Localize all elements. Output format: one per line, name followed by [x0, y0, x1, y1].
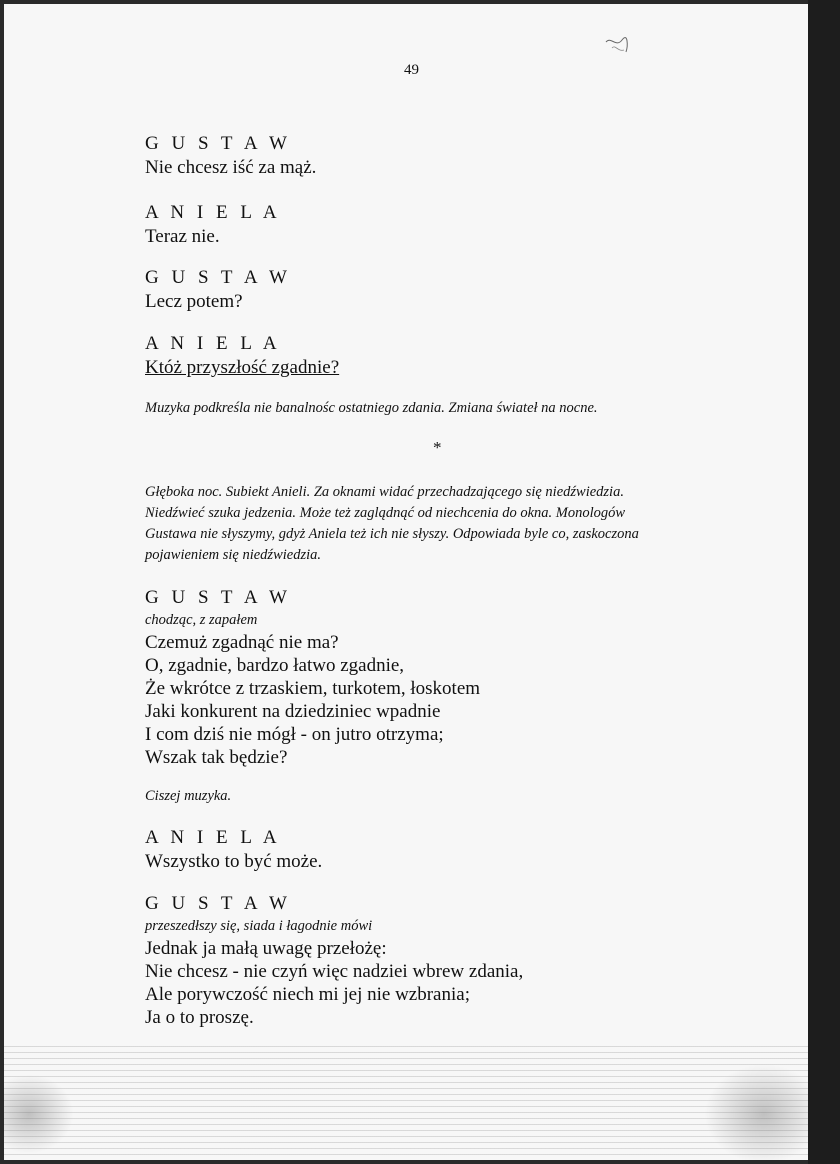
- stage-direction: [145, 482, 765, 566]
- page-number: 49: [404, 62, 419, 78]
- speaker-name: G U S T A W: [145, 587, 291, 608]
- verse-line: O, zgadnie, bardzo łatwo zgadnie,: [145, 655, 405, 676]
- stage-line: Głęboka noc. Subiekt Anieli. Za oknami widać przechadzającego się niedźwiedzia.: [145, 484, 624, 500]
- verse-line: Nie chcesz - nie czyń więc nadziei wbrew zdania,: [145, 961, 524, 982]
- dialogue-entry: [145, 132, 765, 179]
- speaker-name: G U S T A W: [145, 267, 291, 288]
- scan-border: [808, 0, 840, 1164]
- speaker-name: G U S T A W: [145, 133, 291, 154]
- speaker-direction: chodząc, z zapałem: [145, 612, 258, 628]
- stage-line: Gustawa nie słyszymy, gdyż Aniela też ich nie słyszy. Odpowiada byle co, zaskoczona: [145, 526, 639, 542]
- verse-line: Że wkrótce z trzaskiem, turkotem, łoskotem: [145, 678, 481, 699]
- dialogue-entry: [145, 266, 765, 313]
- verse-line: Ale porywczość niech mi jej nie wzbrania;: [145, 984, 470, 1005]
- spoken-line: Lecz potem?: [145, 291, 243, 312]
- document-page: [4, 4, 808, 1160]
- dialogue-entry: [145, 892, 765, 1029]
- speaker-name: A N I E L A: [145, 202, 281, 223]
- verse-line: Jednak ja małą uwagę przełożę:: [145, 938, 387, 959]
- scene-separator: *: [433, 438, 442, 457]
- spoken-line: Wszystko to być może.: [145, 851, 323, 872]
- stage-line: Niedźwieć szuka jedzenia. Może też zaglądnąć od niechcenia do okna. Monologów: [145, 505, 626, 521]
- verse-line: Jaki konkurent na dziedziniec wpadnie: [145, 701, 441, 722]
- spoken-line: Teraz nie.: [145, 226, 220, 247]
- dialogue-entry: [145, 332, 765, 379]
- stage-direction: Ciszej muzyka.: [145, 788, 232, 804]
- speaker-name: G U S T A W: [145, 893, 291, 914]
- verse-line: Ja o to proszę.: [145, 1007, 254, 1028]
- dialogue-entry: [145, 586, 765, 769]
- verse-line: Wszak tak będzie?: [145, 747, 288, 768]
- stage-direction: Muzyka podkreśla nie banalnośc ostatniego zdania. Zmiana świateł na nocne.: [145, 400, 598, 416]
- speaker-name: A N I E L A: [145, 333, 281, 354]
- dialogue-entry: [145, 826, 765, 873]
- verse-line: I com dziś nie mógł - on jutro otrzyma;: [145, 724, 444, 745]
- spoken-line: Nie chcesz iść za mąż.: [145, 157, 317, 178]
- verse-line: Czemuż zgadnąć nie ma?: [145, 632, 339, 653]
- ink-mark: [602, 32, 632, 56]
- stage-line: pojawieniem się niedźwiedzia.: [145, 547, 321, 563]
- speaker-direction: przeszedłszy się, siada i łagodnie mówi: [145, 918, 373, 934]
- speaker-name: A N I E L A: [145, 827, 281, 848]
- scan-noise: [4, 1044, 808, 1160]
- dialogue-entry: [145, 201, 765, 248]
- spoken-line: Któż przyszłość zgadnie?: [145, 357, 340, 378]
